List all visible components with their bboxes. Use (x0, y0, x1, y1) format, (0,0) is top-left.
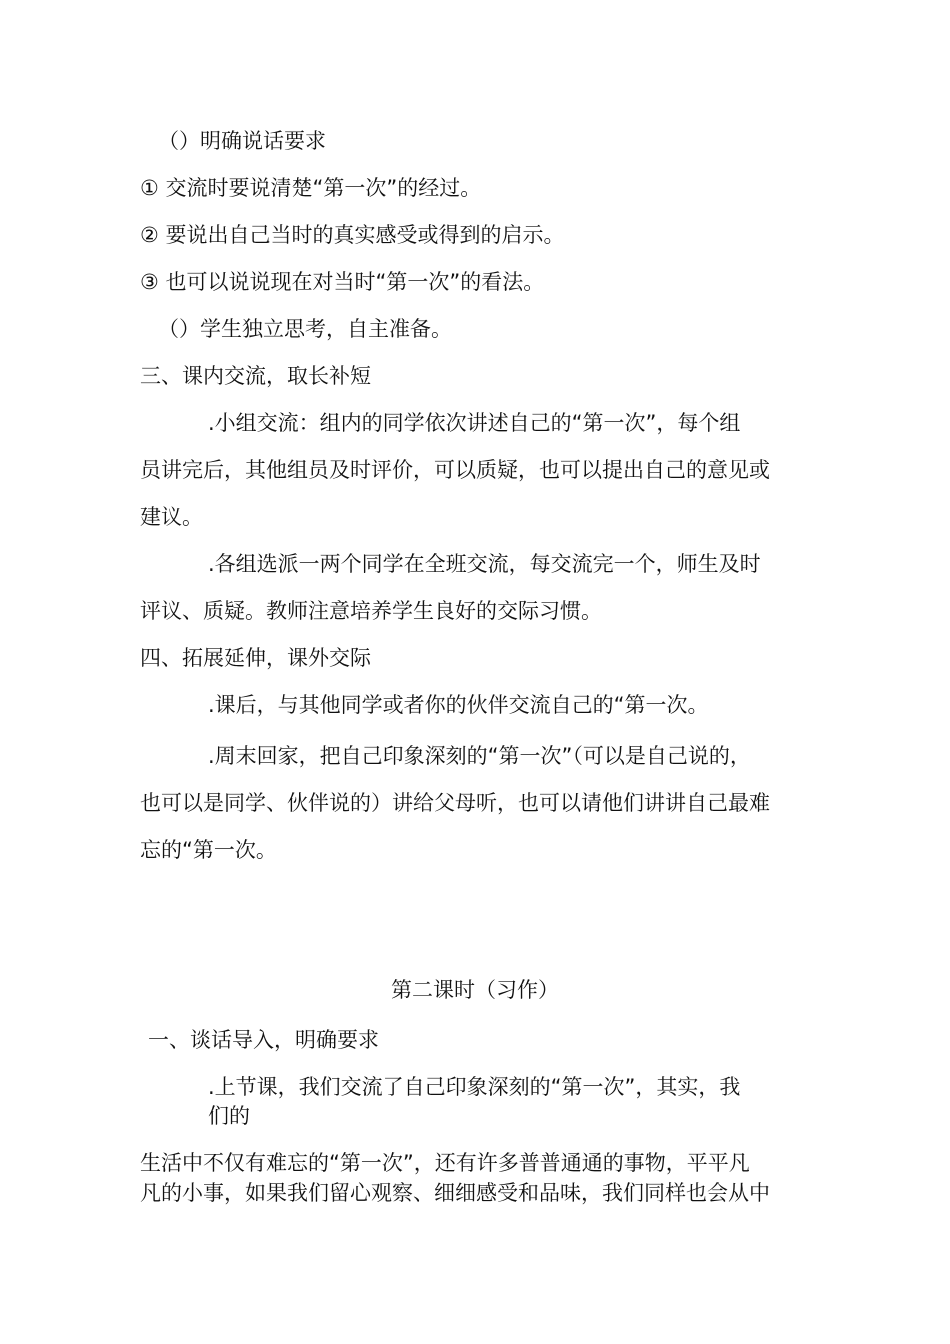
paragraph-line: 凡的小事，如果我们留心观察、细细感受和品味，我们同样也会从中 (140, 1181, 770, 1205)
paragraph-line: .上节课，我们交流了自己印象深刻的“第一次”，其实，我 (208, 1075, 741, 1099)
paragraph-line: 生活中不仅有难忘的“第一次”，还有许多普普通通的事物，平平凡 (140, 1151, 750, 1175)
paragraph-line: 员讲完后，其他组员及时评价，可以质疑，也可以提出自己的意见或 (140, 458, 770, 482)
requirement-3: ③ 也可以说说现在对当时“第一次”的看法。 (140, 270, 545, 294)
lesson-2-title: 第二课时（习作） (391, 978, 559, 1002)
step-prepare: （）学生独立思考，自主准备。 (158, 317, 452, 341)
paragraph-line: 建议。 (140, 505, 203, 529)
lesson-2-heading: 一、谈话导入，明确要求 (148, 1028, 379, 1052)
paragraph-line: 忘的“第一次。 (140, 838, 277, 862)
paragraph-line: 也可以是同学、伙伴说的）讲给父母听，也可以请他们讲讲自己最难 (140, 791, 770, 815)
paragraph-line: .各组选派一两个同学在全班交流，每交流完一个，师生及时 (208, 552, 761, 576)
section-3-heading: 三、课内交流，取长补短 (140, 364, 371, 388)
step-requirements: （）明确说话要求 (158, 129, 326, 153)
paragraph-line: 们的 (208, 1104, 250, 1128)
paragraph-line: .课后，与其他同学或者你的伙伴交流自己的“第一次。 (208, 693, 709, 717)
paragraph-line: 评议、质疑。教师注意培养学生良好的交际习惯。 (140, 599, 602, 623)
paragraph-line: .小组交流：组内的同学依次讲述自己的“第一次”，每个组 (208, 411, 741, 435)
requirement-1: ① 交流时要说清楚“第一次”的经过。 (140, 176, 482, 200)
requirement-2: ② 要说出自己当时的真实感受或得到的启示。 (140, 223, 565, 247)
section-4-heading: 四、拓展延伸，课外交际 (140, 646, 371, 670)
paragraph-line: .周末回家，把自己印象深刻的“第一次”（可以是自己说的， (208, 744, 751, 768)
